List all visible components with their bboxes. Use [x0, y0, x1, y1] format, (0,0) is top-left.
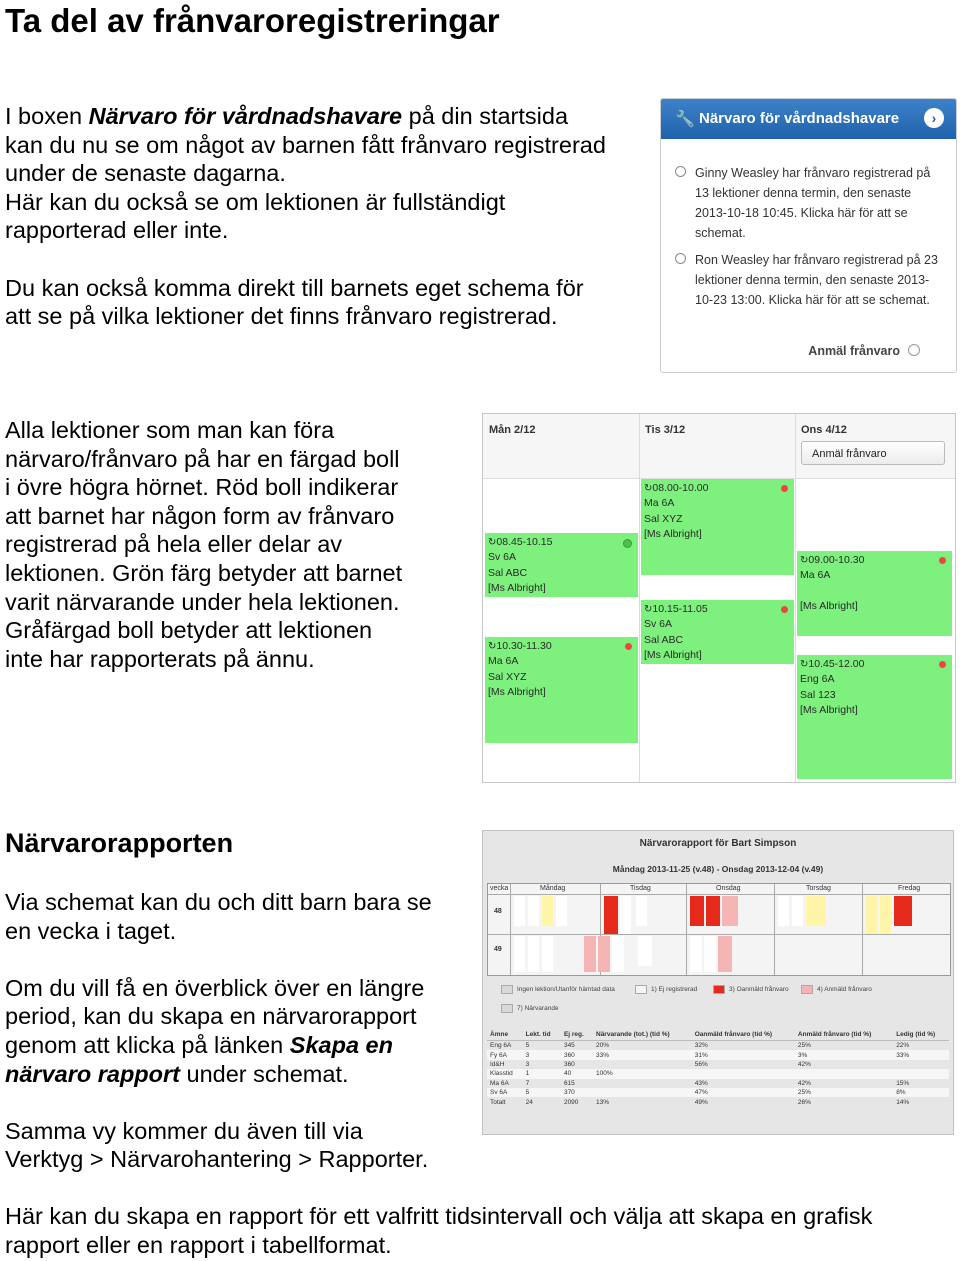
status-dot-green [623, 539, 632, 548]
widget-item-ginny[interactable] [675, 163, 945, 243]
cell [893, 1069, 949, 1078]
clock-icon: ↻ [800, 555, 809, 566]
explanation-line: inte har rapporterats på ännu. [5, 645, 315, 672]
week-number: 49 [494, 946, 502, 953]
grid-header: Onsdag [716, 885, 741, 892]
lesson-time: 10.45-12.00 [808, 658, 865, 670]
lesson-time: 10.15-11.05 [652, 603, 708, 615]
cell: 20% [596, 1042, 610, 1050]
table-header: Ämne [487, 1029, 523, 1041]
widget-header [661, 99, 956, 139]
lessons-explanation [5, 416, 475, 673]
attendance-report [482, 830, 954, 1135]
wrench-icon: 🔧 [675, 111, 695, 128]
status-dot-red [781, 485, 788, 492]
cell: 3 [525, 1060, 530, 1068]
intro-text: I boxen [5, 103, 89, 129]
lesson-subject: Eng 6A [800, 673, 835, 686]
cell: 24 [525, 1098, 533, 1106]
legend-label: 1) Ej registrerad [651, 986, 698, 994]
cell: 7 [525, 1079, 530, 1087]
table-header: Lekt. tid [523, 1029, 561, 1041]
cell: 5 [523, 1088, 561, 1097]
widget-item-text: Ginny Weasley har frånvaro registrerad på 13 lektioner denna termin, den senaste 2013-10-18 10:45. Klicka här för att se schemat. [695, 166, 931, 240]
table-row [487, 1079, 949, 1088]
footer-paragraph [5, 1202, 955, 1259]
legend-label: 3) Oanmäld frånvaro [729, 986, 789, 994]
footer-line: rapport eller en rapport i tabellformat. [5, 1231, 392, 1258]
day-header-monday: Mån 2/12 [489, 424, 536, 436]
cell: 8% [893, 1088, 949, 1097]
cell: 2090 [563, 1098, 579, 1106]
lesson-subject: Ma 6A [800, 569, 831, 582]
lesson-block[interactable] [797, 655, 952, 779]
legend-item [501, 985, 615, 994]
table-header: Ledig (tid %) [893, 1029, 949, 1041]
clock-icon: ↻ [644, 483, 653, 494]
explanation-line: Alla lektioner som man kan föra [5, 417, 335, 443]
legend-item [501, 1004, 559, 1013]
legend-label: 7) Närvarande [517, 1005, 559, 1013]
table-header: Anmäld frånvaro (tid %) [795, 1029, 893, 1041]
lesson-block[interactable] [485, 533, 638, 597]
table-row [487, 1041, 949, 1051]
explanation-line: närvaro/frånvaro på har en färgad boll [5, 445, 400, 472]
lesson-teacher: [Ms Albright] [488, 685, 546, 698]
lesson-time: 08.00-10.00 [652, 482, 709, 494]
page-title: Ta del av frånvaroregistreringar [5, 2, 500, 39]
report-line: en vecka i taget. [5, 917, 177, 944]
cell: 5 [525, 1042, 530, 1050]
cell [593, 1079, 692, 1088]
cell: 42% [797, 1079, 811, 1087]
table-row [487, 1060, 949, 1069]
lesson-subject: Ma 6A [644, 497, 675, 510]
cell: 360 [563, 1060, 575, 1068]
legend-label: Ingen lektion/Utanför hämtad data [517, 986, 615, 994]
week-schedule [482, 413, 956, 783]
lesson-room: Sal XYZ [488, 670, 527, 683]
cell: 33% [893, 1050, 949, 1059]
section-heading-report: Närvarorapporten [5, 828, 234, 858]
cell: Fy 6A [487, 1050, 523, 1059]
clock-icon: ↻ [488, 641, 497, 652]
intro-text: på din startsida [402, 103, 569, 129]
table-row [487, 1088, 949, 1097]
cell: Klasstid [487, 1069, 523, 1078]
cell: 49% [694, 1098, 708, 1106]
week-number: 48 [494, 908, 502, 915]
cell [893, 1060, 949, 1069]
cell: 40 [561, 1069, 593, 1078]
lesson-subject: Ma 6A [488, 655, 519, 668]
day-header-tuesday: Tis 3/12 [645, 424, 686, 436]
cell [795, 1069, 893, 1078]
explanation-line: varit närvarande under hela lektionen. [5, 588, 400, 615]
widget-item-ron[interactable] [675, 250, 945, 310]
table-row [487, 1050, 949, 1059]
lesson-room: Sal XYZ [644, 512, 683, 525]
report-table [487, 1029, 949, 1107]
table-row [487, 1069, 949, 1078]
cell: 370 [561, 1088, 593, 1097]
intro-line: Här kan du också se om lektionen är fullständigt [5, 188, 506, 215]
legend-label: 4) Anmäld frånvaro [817, 986, 872, 994]
status-dot-red [939, 661, 946, 668]
lesson-time: 09.00-10.30 [808, 554, 865, 566]
cell: Eng 6A [490, 1042, 512, 1050]
explanation-line: Gråfärgad boll betyder att lektionen [5, 617, 373, 644]
legend-item [713, 985, 789, 994]
cell: 3% [795, 1050, 893, 1059]
lesson-block[interactable] [641, 479, 794, 575]
cell: 32% [694, 1042, 708, 1050]
explanation-line: lektionen. Grön färg betyder att barnet [5, 559, 403, 586]
circle-arrow-icon[interactable] [908, 344, 920, 356]
lesson-teacher: [Ms Albright] [488, 581, 546, 594]
clock-icon: ↻ [644, 604, 653, 615]
day-header-wednesday: Ons 4/12 [801, 424, 847, 436]
cell: 15% [896, 1079, 910, 1087]
clock-icon: ↻ [488, 537, 497, 548]
lesson-room: Sal ABC [488, 566, 528, 579]
intro-line: under de senaste dagarna. [5, 160, 286, 187]
footer-line: Här kan du skapa en rapport för ett valfritt tidsintervall och välja att skapa en grafisk [5, 1203, 873, 1229]
status-dot-red [781, 606, 788, 613]
cell: 3 [523, 1050, 561, 1059]
widget-item-text: Ron Weasley har frånvaro registrerad på 23 lektioner denna termin, den senaste 2013-10-23 13:00. Klicka här för att se schemat. [695, 253, 938, 307]
create-report-link-text: Skapa en [289, 1031, 393, 1058]
intro-paragraph [5, 102, 645, 331]
cell: 22% [896, 1042, 910, 1050]
report-absence-link[interactable]: Anmäl frånvaro [808, 344, 900, 358]
report-line: Samma vy kommer du även till via [5, 1117, 363, 1144]
cell: 345 [563, 1042, 575, 1050]
cell: 26% [797, 1098, 811, 1106]
table-header: Närvarande (tot.) (tid %) [593, 1029, 692, 1041]
cell: 25% [795, 1088, 893, 1097]
cell: 100% [593, 1069, 692, 1078]
lesson-room: Sal 123 [800, 688, 836, 701]
cell: 42% [797, 1060, 811, 1068]
table-row-total [487, 1097, 949, 1106]
cell: 43% [694, 1079, 708, 1087]
cell [692, 1069, 795, 1078]
grid-header: vecka [490, 885, 509, 892]
intro-line: Du kan också komma direkt till barnets eget schema för [5, 274, 584, 301]
cell: 615 [563, 1079, 575, 1087]
report-line: Via schemat kan du och ditt barn bara se [5, 889, 432, 915]
intro-line: att se på vilka lektioner det finns frånvaro registrerad. [5, 303, 558, 330]
lesson-teacher: [Ms Albright] [800, 703, 858, 716]
report-line: Om du vill få en överblick över en längre [5, 974, 425, 1001]
lesson-subject: Sv 6A [644, 618, 673, 631]
lesson-subject: Sv 6A [488, 551, 517, 564]
cell: 33% [593, 1050, 692, 1059]
cell: Totalt [490, 1098, 506, 1106]
cell: 25% [797, 1042, 811, 1050]
legend-item [801, 985, 872, 994]
grid-header: Tisdag [630, 885, 651, 892]
cell: 1 [523, 1069, 561, 1078]
lesson-teacher: [Ms Albright] [800, 599, 858, 612]
intro-bold-box-name: Närvaro för vårdnadshavare [88, 103, 403, 129]
lesson-teacher: [Ms Albright] [644, 527, 702, 540]
cell: 360 [561, 1050, 593, 1059]
cell: 13% [596, 1098, 610, 1106]
grid-header: Fredag [898, 885, 921, 892]
cell [593, 1060, 692, 1069]
lesson-block[interactable] [485, 637, 638, 743]
legend-item [635, 985, 697, 994]
report-text: genom att klicka på länken [5, 1031, 290, 1058]
report-grid [487, 883, 951, 976]
cell: 14% [896, 1098, 910, 1106]
lesson-time: 10.30-11.30 [496, 640, 552, 652]
cell: Sv 6A [487, 1088, 523, 1097]
lesson-block[interactable] [641, 600, 794, 664]
report-explanation [5, 888, 475, 1174]
status-dot-red [939, 557, 946, 564]
arrow-right-icon[interactable]: › [924, 108, 944, 128]
grid-header: Måndag [540, 885, 566, 892]
table-header: Oanmäld frånvaro (tid %) [692, 1029, 795, 1041]
status-dot-red [625, 643, 632, 650]
explanation-line: i övre högra hörnet. Röd boll indikerar [5, 474, 399, 501]
minus-circle-icon [675, 253, 686, 264]
grid-header: Torsdag [806, 885, 831, 892]
clock-icon: ↻ [800, 659, 809, 670]
lesson-time: 08.45-10.15 [496, 536, 553, 548]
intro-line: kan du nu se om något av barnen fått frånvaro registrerad [5, 131, 606, 158]
explanation-line: registrerad på hela eller delar av [5, 531, 343, 558]
guardian-attendance-widget [660, 98, 957, 373]
lesson-room [800, 584, 952, 599]
cell: 31% [692, 1050, 795, 1059]
report-absence-button[interactable]: Anmäl frånvaro [801, 441, 945, 465]
create-report-link-text: närvaro rapport [5, 1060, 180, 1087]
widget-title: Närvaro för vårdnadshavare [699, 110, 900, 127]
cell: 56% [694, 1060, 708, 1068]
cell: Id&H [490, 1060, 505, 1068]
report-line: period, kan du skapa en närvarorapport [5, 1003, 417, 1030]
lesson-room: Sal ABC [644, 633, 684, 646]
report-period: Måndag 2013-11-25 (v.48) - Onsdag 2013-12-04 (v.49) [612, 864, 824, 874]
minus-circle-icon [675, 166, 686, 177]
lesson-teacher: [Ms Albright] [644, 648, 702, 661]
report-path: Verktyg > Närvarohantering > Rapporter. [5, 1146, 429, 1173]
explanation-line: att barnet har någon form av frånvaro [5, 502, 395, 529]
cell: Ma 6A [490, 1079, 509, 1087]
lesson-block[interactable] [797, 551, 952, 636]
cell: 47% [692, 1088, 795, 1097]
table-header-row [487, 1029, 949, 1041]
report-text: under schemat. [180, 1060, 349, 1087]
cell [593, 1088, 692, 1097]
report-title: Närvarorapport för Bart Simpson [639, 838, 797, 849]
table-header: Ej reg. [561, 1029, 593, 1041]
intro-line: rapporterad eller inte. [5, 217, 229, 244]
